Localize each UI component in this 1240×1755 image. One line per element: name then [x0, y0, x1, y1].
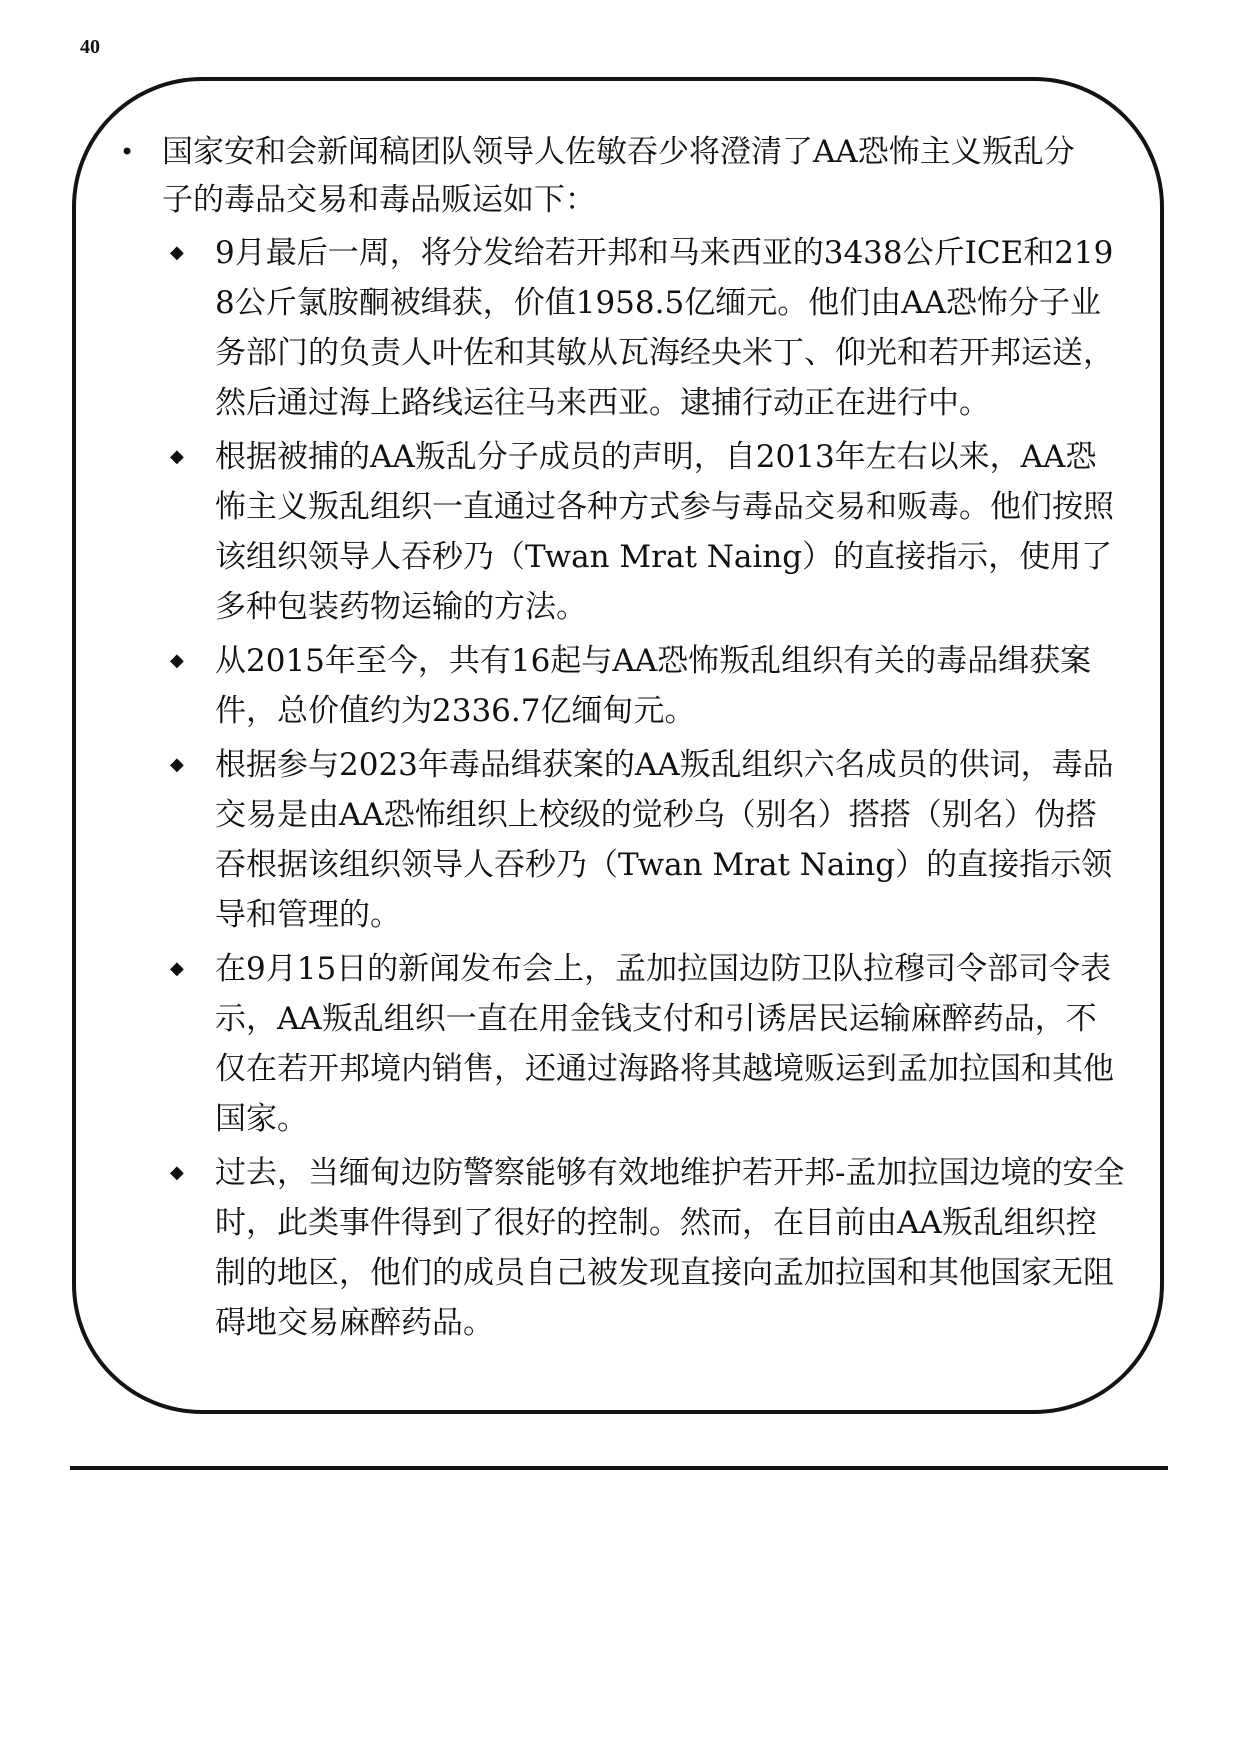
main-bullet-icon: • [120, 138, 135, 166]
sub-bullet-text: 根据被捕的AA叛乱分子成员的声明，自2013年左右以来，AA恐怖主义叛乱组织一直通过各种方式参与毒品交易和贩毒。他们按照该组织领导人吞秒乃（Twan Mrat Naing）的直接指示，使用了多种包装药物运输的方法。 [215, 439, 1114, 625]
page-number: 40 [80, 36, 100, 58]
horizontal-divider [70, 1466, 1168, 1470]
sub-bullet-text: 过去，当缅甸边防警察能够有效地维护若开邦-孟加拉国边境的安全时，此类事件得到了很好的控制。然而，在目前由AA叛乱组织控制的地区，他们的成员自己被发现直接向孟加拉国和其他国家无阻碍地交易麻醉药品。 [215, 1155, 1125, 1341]
diamond-bullet-icon: ◆ [170, 754, 184, 775]
sub-bullet-item [120, 740, 1130, 940]
main-bullet-item [120, 128, 1130, 1352]
diamond-bullet-icon: ◆ [170, 958, 184, 979]
sub-bullet-item [120, 636, 1130, 736]
sub-bullet-item [120, 432, 1130, 632]
diamond-bullet-icon: ◆ [170, 242, 184, 263]
diamond-bullet-icon: ◆ [170, 446, 184, 467]
sub-bullet-item [120, 1148, 1130, 1348]
diamond-bullet-icon: ◆ [170, 1162, 184, 1183]
sub-bullet-text: 在9月15日的新闻发布会上，孟加拉国边防卫队拉穆司令部司令表示，AA叛乱组织一直在用金钱支付和引诱居民运输麻醉药品，不仅在若开邦境内销售，还通过海路将其越境贩运到孟加拉国和其他国家。 [215, 951, 1114, 1137]
sub-bullet-text: 从2015年至今，共有16起与AA恐怖叛乱组织有关的毒品缉获案件，总价值约为2336.7亿缅甸元。 [215, 643, 1092, 729]
sub-bullet-list [120, 228, 1130, 1348]
main-bullet-text: 国家安和会新闻稿团队领导人佐敏吞少将澄清了AA恐怖主义叛乱分子的毒品交易和毒品贩运如下： [162, 134, 1075, 218]
sub-bullet-text: 9月最后一周，将分发给若开邦和马来西亚的3438公斤ICE和2198公斤氯胺酮被缉获，价值1958.5亿缅元。他们由AA恐怖分子业务部门的负责人叶佐和其敏从瓦海经央米丁、仰光和若开邦运送，然后通过海上路线运往马来西亚。逮捕行动正在进行中。 [215, 235, 1114, 421]
sub-bullet-item [120, 228, 1130, 428]
sub-bullet-text: 根据参与2023年毒品缉获案的AA叛乱组织六名成员的供词，毒品交易是由AA恐怖组织上校级的觉秒乌（别名）搭搭（别名）伪搭吞根据该组织领导人吞秒乃（Twan Mrat Naing）的直接指示领导和管理的。 [215, 747, 1114, 933]
diamond-bullet-icon: ◆ [170, 650, 184, 671]
sub-bullet-item [120, 944, 1130, 1144]
